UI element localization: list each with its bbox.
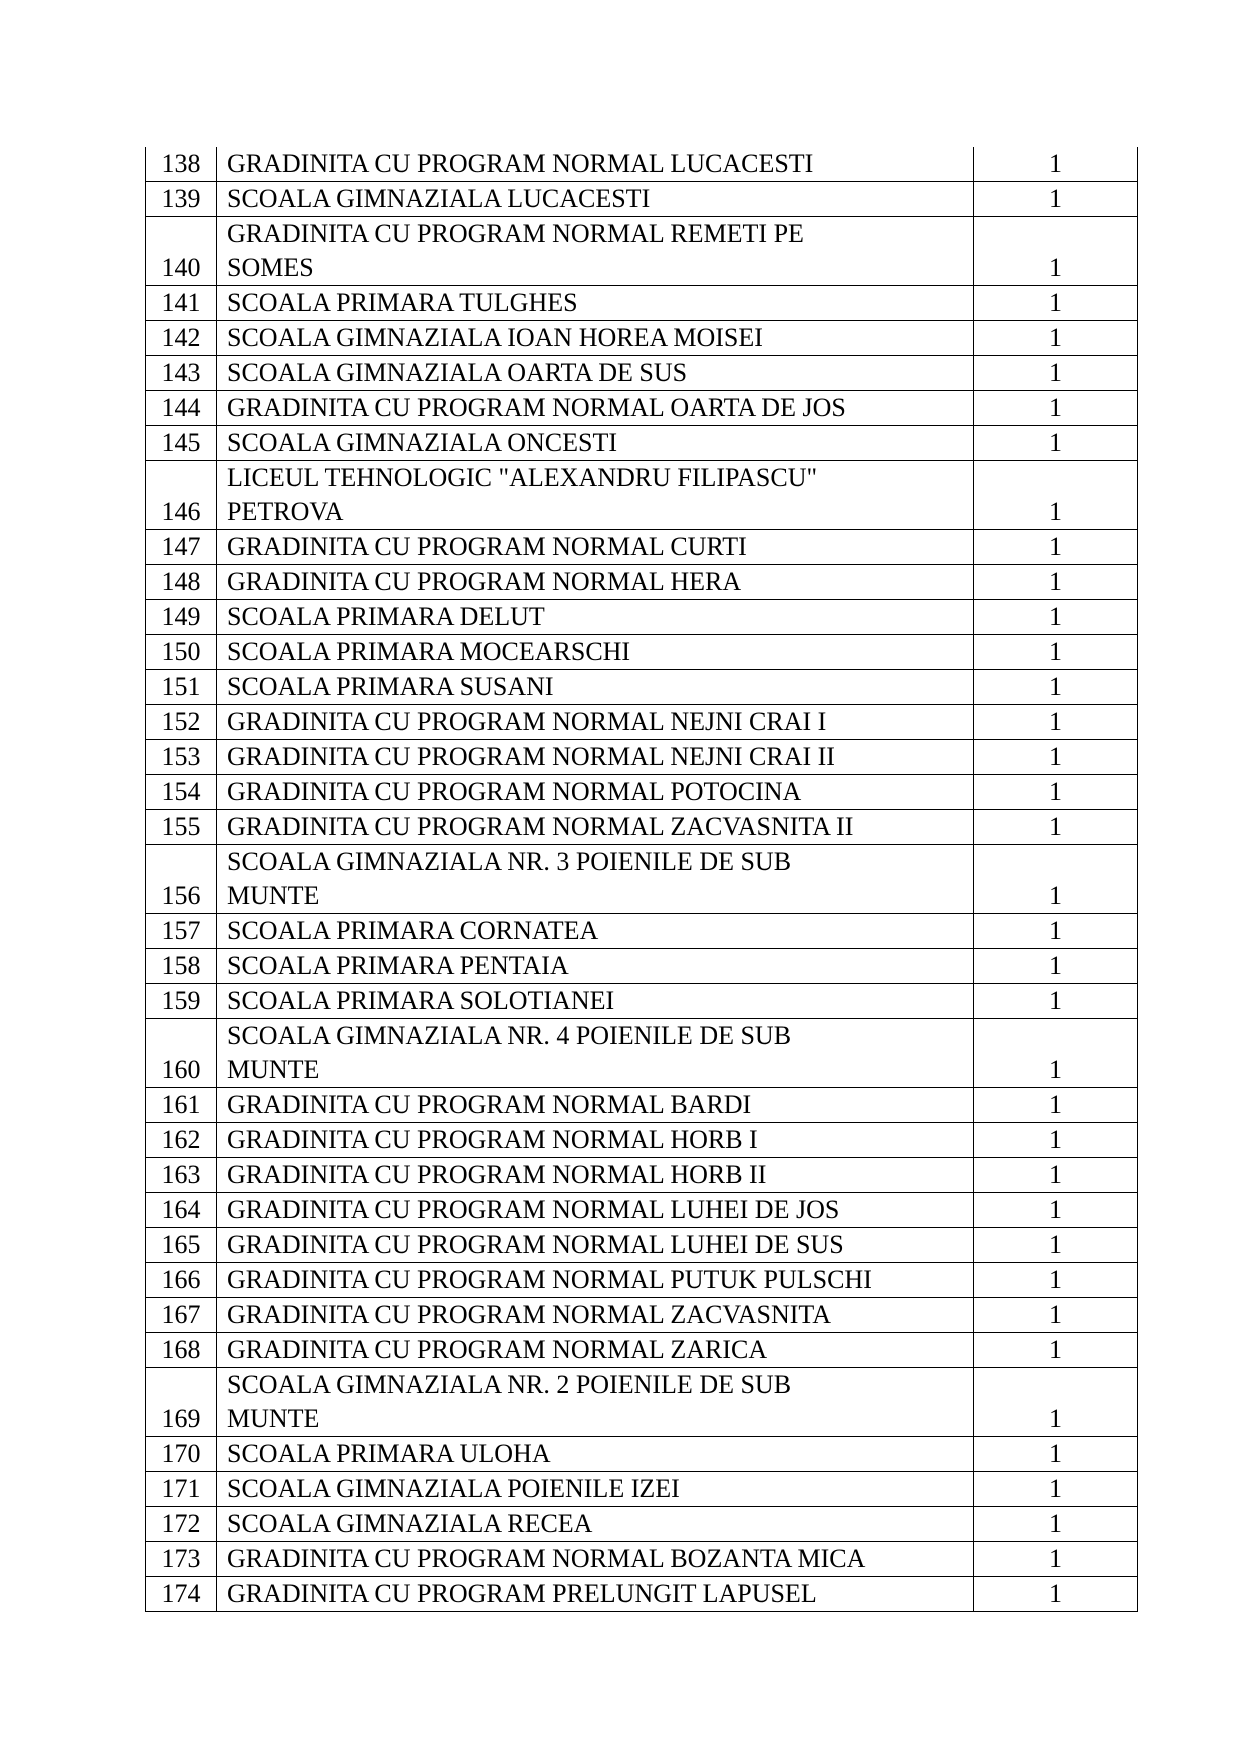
- count-cell: 1: [974, 984, 1138, 1019]
- row-number-cell: 150: [146, 635, 217, 670]
- count-cell: 1: [974, 1542, 1138, 1577]
- row-number-cell: 146: [146, 461, 217, 530]
- school-name-cell: GRADINITA CU PROGRAM NORMAL CURTI: [217, 530, 974, 565]
- count-cell: 1: [974, 775, 1138, 810]
- row-number-cell: 174: [146, 1577, 217, 1612]
- school-name-cell: SCOALA PRIMARA TULGHES: [217, 286, 974, 321]
- school-name-cell: GRADINITA CU PROGRAM NORMAL PUTUK PULSCHI: [217, 1263, 974, 1298]
- school-name-cell: SCOALA PRIMARA SOLOTIANEI: [217, 984, 974, 1019]
- row-number-cell: 145: [146, 426, 217, 461]
- row-number-cell: 154: [146, 775, 217, 810]
- school-name-cell: GRADINITA CU PROGRAM NORMAL ZARICA: [217, 1333, 974, 1368]
- row-number-cell: 156: [146, 845, 217, 914]
- row-number-cell: 165: [146, 1228, 217, 1263]
- row-number-cell: 170: [146, 1437, 217, 1472]
- count-cell: 1: [974, 810, 1138, 845]
- table-row: [146, 670, 1138, 705]
- row-number-cell: 169: [146, 1368, 217, 1437]
- table-row: [146, 600, 1138, 635]
- row-number-cell: 152: [146, 705, 217, 740]
- school-name-cell: GRADINITA CU PROGRAM NORMAL BOZANTA MICA: [217, 1542, 974, 1577]
- count-cell: 1: [974, 391, 1138, 426]
- count-cell: 1: [974, 845, 1138, 914]
- table-row: [146, 984, 1138, 1019]
- count-cell: 1: [974, 1263, 1138, 1298]
- count-cell: 1: [974, 1123, 1138, 1158]
- school-name-cell: GRADINITA CU PROGRAM PRELUNGIT LAPUSEL: [217, 1577, 974, 1612]
- school-name-cell: SCOALA PRIMARA PENTAIA: [217, 949, 974, 984]
- row-number-cell: 138: [146, 147, 217, 182]
- table-row: [146, 914, 1138, 949]
- row-number-cell: 159: [146, 984, 217, 1019]
- table-row: [146, 1193, 1138, 1228]
- row-number-cell: 147: [146, 530, 217, 565]
- school-name-cell: GRADINITA CU PROGRAM NORMAL ZACVASNITA II: [217, 810, 974, 845]
- table-row: [146, 740, 1138, 775]
- table-row: [146, 182, 1138, 217]
- count-cell: 1: [974, 182, 1138, 217]
- table-row: [146, 949, 1138, 984]
- school-name-cell: SCOALA GIMNAZIALA NR. 2 POIENILE DE SUB MUNTE: [217, 1368, 974, 1437]
- table-row: [146, 775, 1138, 810]
- table-row: [146, 1542, 1138, 1577]
- row-number-cell: 166: [146, 1263, 217, 1298]
- row-number-cell: 155: [146, 810, 217, 845]
- row-number-cell: 158: [146, 949, 217, 984]
- count-cell: 1: [974, 286, 1138, 321]
- table-row: [146, 1298, 1138, 1333]
- row-number-cell: 171: [146, 1472, 217, 1507]
- count-cell: 1: [974, 914, 1138, 949]
- table-row: [146, 1333, 1138, 1368]
- table-row: [146, 705, 1138, 740]
- count-cell: 1: [974, 635, 1138, 670]
- table-row: [146, 286, 1138, 321]
- row-number-cell: 173: [146, 1542, 217, 1577]
- school-name-cell: SCOALA GIMNAZIALA POIENILE IZEI: [217, 1472, 974, 1507]
- table-row: [146, 1228, 1138, 1263]
- count-cell: 1: [974, 1472, 1138, 1507]
- count-cell: 1: [974, 1368, 1138, 1437]
- table-row: [146, 147, 1138, 182]
- count-cell: 1: [974, 1158, 1138, 1193]
- row-number-cell: 149: [146, 600, 217, 635]
- table-row: [146, 635, 1138, 670]
- school-name-cell: GRADINITA CU PROGRAM NORMAL OARTA DE JOS: [217, 391, 974, 426]
- row-number-cell: 153: [146, 740, 217, 775]
- school-name-cell: GRADINITA CU PROGRAM NORMAL REMETI PE SOMES: [217, 217, 974, 286]
- count-cell: 1: [974, 740, 1138, 775]
- count-cell: 1: [974, 1088, 1138, 1123]
- count-cell: 1: [974, 1333, 1138, 1368]
- row-number-cell: 151: [146, 670, 217, 705]
- school-name-cell: GRADINITA CU PROGRAM NORMAL HERA: [217, 565, 974, 600]
- count-cell: 1: [974, 1019, 1138, 1088]
- count-cell: 1: [974, 1193, 1138, 1228]
- table-row: [146, 1088, 1138, 1123]
- table-row: [146, 1263, 1138, 1298]
- row-number-cell: 160: [146, 1019, 217, 1088]
- row-number-cell: 148: [146, 565, 217, 600]
- school-name-cell: SCOALA GIMNAZIALA NR. 4 POIENILE DE SUB MUNTE: [217, 1019, 974, 1088]
- school-name-cell: SCOALA PRIMARA SUSANI: [217, 670, 974, 705]
- count-cell: 1: [974, 321, 1138, 356]
- table-body: [146, 147, 1138, 1612]
- school-name-cell: GRADINITA CU PROGRAM NORMAL HORB I: [217, 1123, 974, 1158]
- table-row: [146, 1507, 1138, 1542]
- count-cell: 1: [974, 1228, 1138, 1263]
- row-number-cell: 163: [146, 1158, 217, 1193]
- school-name-cell: LICEUL TEHNOLOGIC "ALEXANDRU FILIPASCU" PETROVA: [217, 461, 974, 530]
- count-cell: 1: [974, 147, 1138, 182]
- school-name-cell: GRADINITA CU PROGRAM NORMAL POTOCINA: [217, 775, 974, 810]
- schools-table: [145, 147, 1138, 1612]
- table-row: [146, 426, 1138, 461]
- table-row: [146, 1472, 1138, 1507]
- table-row: [146, 461, 1138, 530]
- table-row: [146, 321, 1138, 356]
- table-row: [146, 810, 1138, 845]
- school-name-cell: SCOALA GIMNAZIALA LUCACESTI: [217, 182, 974, 217]
- table-row: [146, 565, 1138, 600]
- school-name-cell: GRADINITA CU PROGRAM NORMAL ZACVASNITA: [217, 1298, 974, 1333]
- count-cell: 1: [974, 949, 1138, 984]
- table-row: [146, 845, 1138, 914]
- count-cell: 1: [974, 670, 1138, 705]
- school-name-cell: SCOALA GIMNAZIALA NR. 3 POIENILE DE SUB MUNTE: [217, 845, 974, 914]
- school-name-cell: GRADINITA CU PROGRAM NORMAL HORB II: [217, 1158, 974, 1193]
- count-cell: 1: [974, 217, 1138, 286]
- row-number-cell: 172: [146, 1507, 217, 1542]
- row-number-cell: 157: [146, 914, 217, 949]
- count-cell: 1: [974, 600, 1138, 635]
- row-number-cell: 140: [146, 217, 217, 286]
- count-cell: 1: [974, 1298, 1138, 1333]
- count-cell: 1: [974, 1507, 1138, 1542]
- row-number-cell: 161: [146, 1088, 217, 1123]
- row-number-cell: 141: [146, 286, 217, 321]
- count-cell: 1: [974, 461, 1138, 530]
- count-cell: 1: [974, 426, 1138, 461]
- count-cell: 1: [974, 565, 1138, 600]
- row-number-cell: 168: [146, 1333, 217, 1368]
- school-name-cell: SCOALA PRIMARA ULOHA: [217, 1437, 974, 1472]
- table-row: [146, 391, 1138, 426]
- count-cell: 1: [974, 1577, 1138, 1612]
- row-number-cell: 139: [146, 182, 217, 217]
- table-row: [146, 530, 1138, 565]
- table-row: [146, 1158, 1138, 1193]
- school-name-cell: GRADINITA CU PROGRAM NORMAL NEJNI CRAI I: [217, 705, 974, 740]
- count-cell: 1: [974, 530, 1138, 565]
- row-number-cell: 164: [146, 1193, 217, 1228]
- school-name-cell: GRADINITA CU PROGRAM NORMAL BARDI: [217, 1088, 974, 1123]
- school-name-cell: SCOALA GIMNAZIALA ONCESTI: [217, 426, 974, 461]
- school-name-cell: GRADINITA CU PROGRAM NORMAL LUCACESTI: [217, 147, 974, 182]
- count-cell: 1: [974, 705, 1138, 740]
- school-name-cell: SCOALA GIMNAZIALA OARTA DE SUS: [217, 356, 974, 391]
- school-name-cell: SCOALA GIMNAZIALA RECEA: [217, 1507, 974, 1542]
- count-cell: 1: [974, 1437, 1138, 1472]
- school-name-cell: SCOALA PRIMARA DELUT: [217, 600, 974, 635]
- school-name-cell: GRADINITA CU PROGRAM NORMAL LUHEI DE SUS: [217, 1228, 974, 1263]
- table-row: [146, 1123, 1138, 1158]
- school-name-cell: GRADINITA CU PROGRAM NORMAL NEJNI CRAI II: [217, 740, 974, 775]
- count-cell: 1: [974, 356, 1138, 391]
- school-name-cell: GRADINITA CU PROGRAM NORMAL LUHEI DE JOS: [217, 1193, 974, 1228]
- table-row: [146, 1577, 1138, 1612]
- row-number-cell: 162: [146, 1123, 217, 1158]
- table-row: [146, 1019, 1138, 1088]
- row-number-cell: 144: [146, 391, 217, 426]
- row-number-cell: 167: [146, 1298, 217, 1333]
- table-row: [146, 1437, 1138, 1472]
- table-row: [146, 1368, 1138, 1437]
- school-name-cell: SCOALA PRIMARA MOCEARSCHI: [217, 635, 974, 670]
- row-number-cell: 142: [146, 321, 217, 356]
- row-number-cell: 143: [146, 356, 217, 391]
- table-row: [146, 356, 1138, 391]
- school-name-cell: SCOALA GIMNAZIALA IOAN HOREA MOISEI: [217, 321, 974, 356]
- table-row: [146, 217, 1138, 286]
- school-name-cell: SCOALA PRIMARA CORNATEA: [217, 914, 974, 949]
